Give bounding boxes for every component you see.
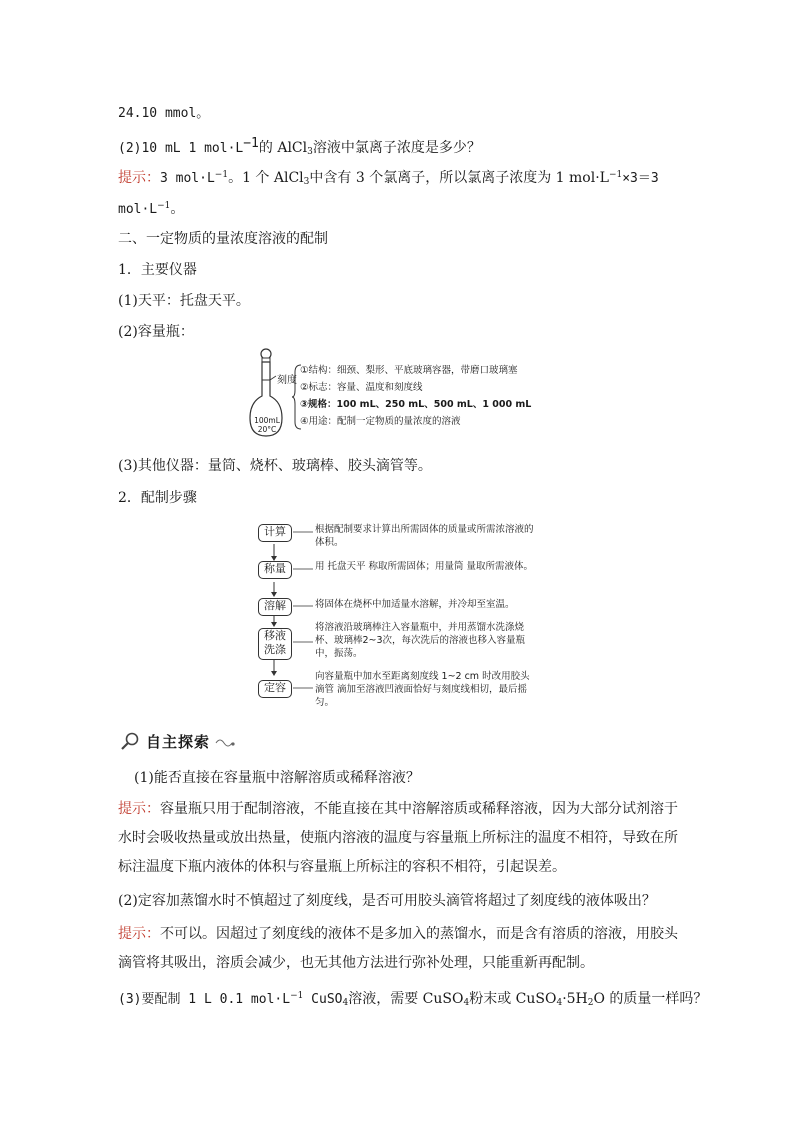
explore-a1: 提示：容量瓶只用于配制溶液，不能直接在其中溶解溶质或稀释溶液，因为大部分试剂溶于水时会吸收热量或放出热量，使瓶内溶液的温度与容量瓶上所标注的温度不相符，导致在所标注温度下瓶内液体的体积与容量瓶上所标注的容积不相符，引起误差。: [118, 801, 678, 875]
explore-title: 自主探索: [146, 732, 211, 751]
explore-q2: (2)定容加蒸馏水时不慎超过了刻度线，是否可用胶头滴管将超过了刻度线的液体吸出？: [118, 893, 656, 909]
text-line-1: 24.10 mmol。: [118, 106, 210, 121]
step-calc-desc: 根据配制要求计算出所需固体的质量或所需浓溶液的体积。: [315, 524, 534, 548]
step-dissolve-desc: 将固体在烧杯中加适量水溶解，并冷却至室温。: [315, 599, 515, 610]
explore-a2: 提示：不可以。因超过了刻度线的液体不是多加入的蒸馏水，而是含有溶质的溶液，用胶头滴管将其吸出，溶质会减少，也无其他方法进行弥补处理，只能重新再配制。: [118, 926, 678, 971]
step-transfer-desc: 将溶液沿玻璃棒注入容量瓶中，并用蒸馏水洗涤烧杯、玻璃棒2~3次，每次洗后的溶液也移入容量瓶中，振荡。: [315, 622, 526, 659]
subheading-steps: 2．配制步骤: [118, 490, 197, 506]
decoration-icon: [214, 733, 236, 749]
subheading-instruments: 1．主要仪器: [118, 262, 197, 278]
explore-heading: [120, 730, 236, 752]
explore-q1: (1)能否直接在容量瓶中溶解溶质或稀释溶液？: [134, 770, 420, 786]
step-weigh-desc: 用 托盘天平 称取所需固体；用量筒 量取所需液体。: [315, 561, 534, 572]
hint-line-1: 提示：3 $mol\cdot L^{-1}$。1 个 AlCl$_3$中含有 3 个氯离子，所以氯离子浓度为 1 $mol\cdot L^{-1}\times 3=3$: [118, 170, 659, 187]
flask-item-marks: ②标志：容量、温度和刻度线: [300, 382, 423, 393]
section-heading-2: 二、一定物质的量浓度溶液的配制: [118, 231, 328, 247]
flask-item-use: ④用途：配制一定物质的量浓度的溶液: [300, 416, 461, 427]
step-constant-volume-desc: 向容量瓶中加水至距离刻度线 1~2 cm 时改用胶头滴管 滴加至溶液凹液面恰好与刻度线相切，最后摇匀。: [315, 671, 530, 708]
step-transfer-wash: 移液 洗涤: [258, 628, 292, 660]
step-calc: 计算: [258, 524, 292, 542]
step-weigh: 称量: [258, 561, 292, 579]
step-dissolve: 溶解: [258, 598, 292, 616]
flask-label: 100mL 20°C: [254, 416, 280, 434]
step-constant-volume: 定容: [258, 680, 292, 698]
other-instruments: (3)其他仪器：量筒、烧杯、玻璃棒、胶头滴管等。: [118, 458, 432, 474]
scale-label: 刻度: [277, 375, 297, 386]
instrument-balance: (1)天平：托盘天平。: [118, 293, 250, 309]
instrument-flask: (2)容量瓶：: [118, 324, 194, 340]
magnifier-icon: [120, 731, 140, 751]
explore-q3: (3)要配制 1 L 0.1 $mol\cdot L^{-1}$ CuSO$_4$溶液，需要 CuSO$_4$粉末或 $CuSO_4\cdot 5H_2O$ 的质量一样吗？: [118, 991, 708, 1008]
flask-item-specs: ③规格：100 mL、250 mL、500 mL、1 000 mL: [300, 399, 532, 410]
hint-line-2: $mol\cdot L^{-1}$。: [118, 201, 185, 217]
flask-item-structure: ①结构：细颈、梨形、平底玻璃容器，带磨口玻璃塞: [300, 365, 518, 376]
question-2: (2)10 mL 1 $mol\cdot L^{-1}$的 AlCl$_3$溶液中氯离子浓度是多少？: [118, 136, 481, 157]
